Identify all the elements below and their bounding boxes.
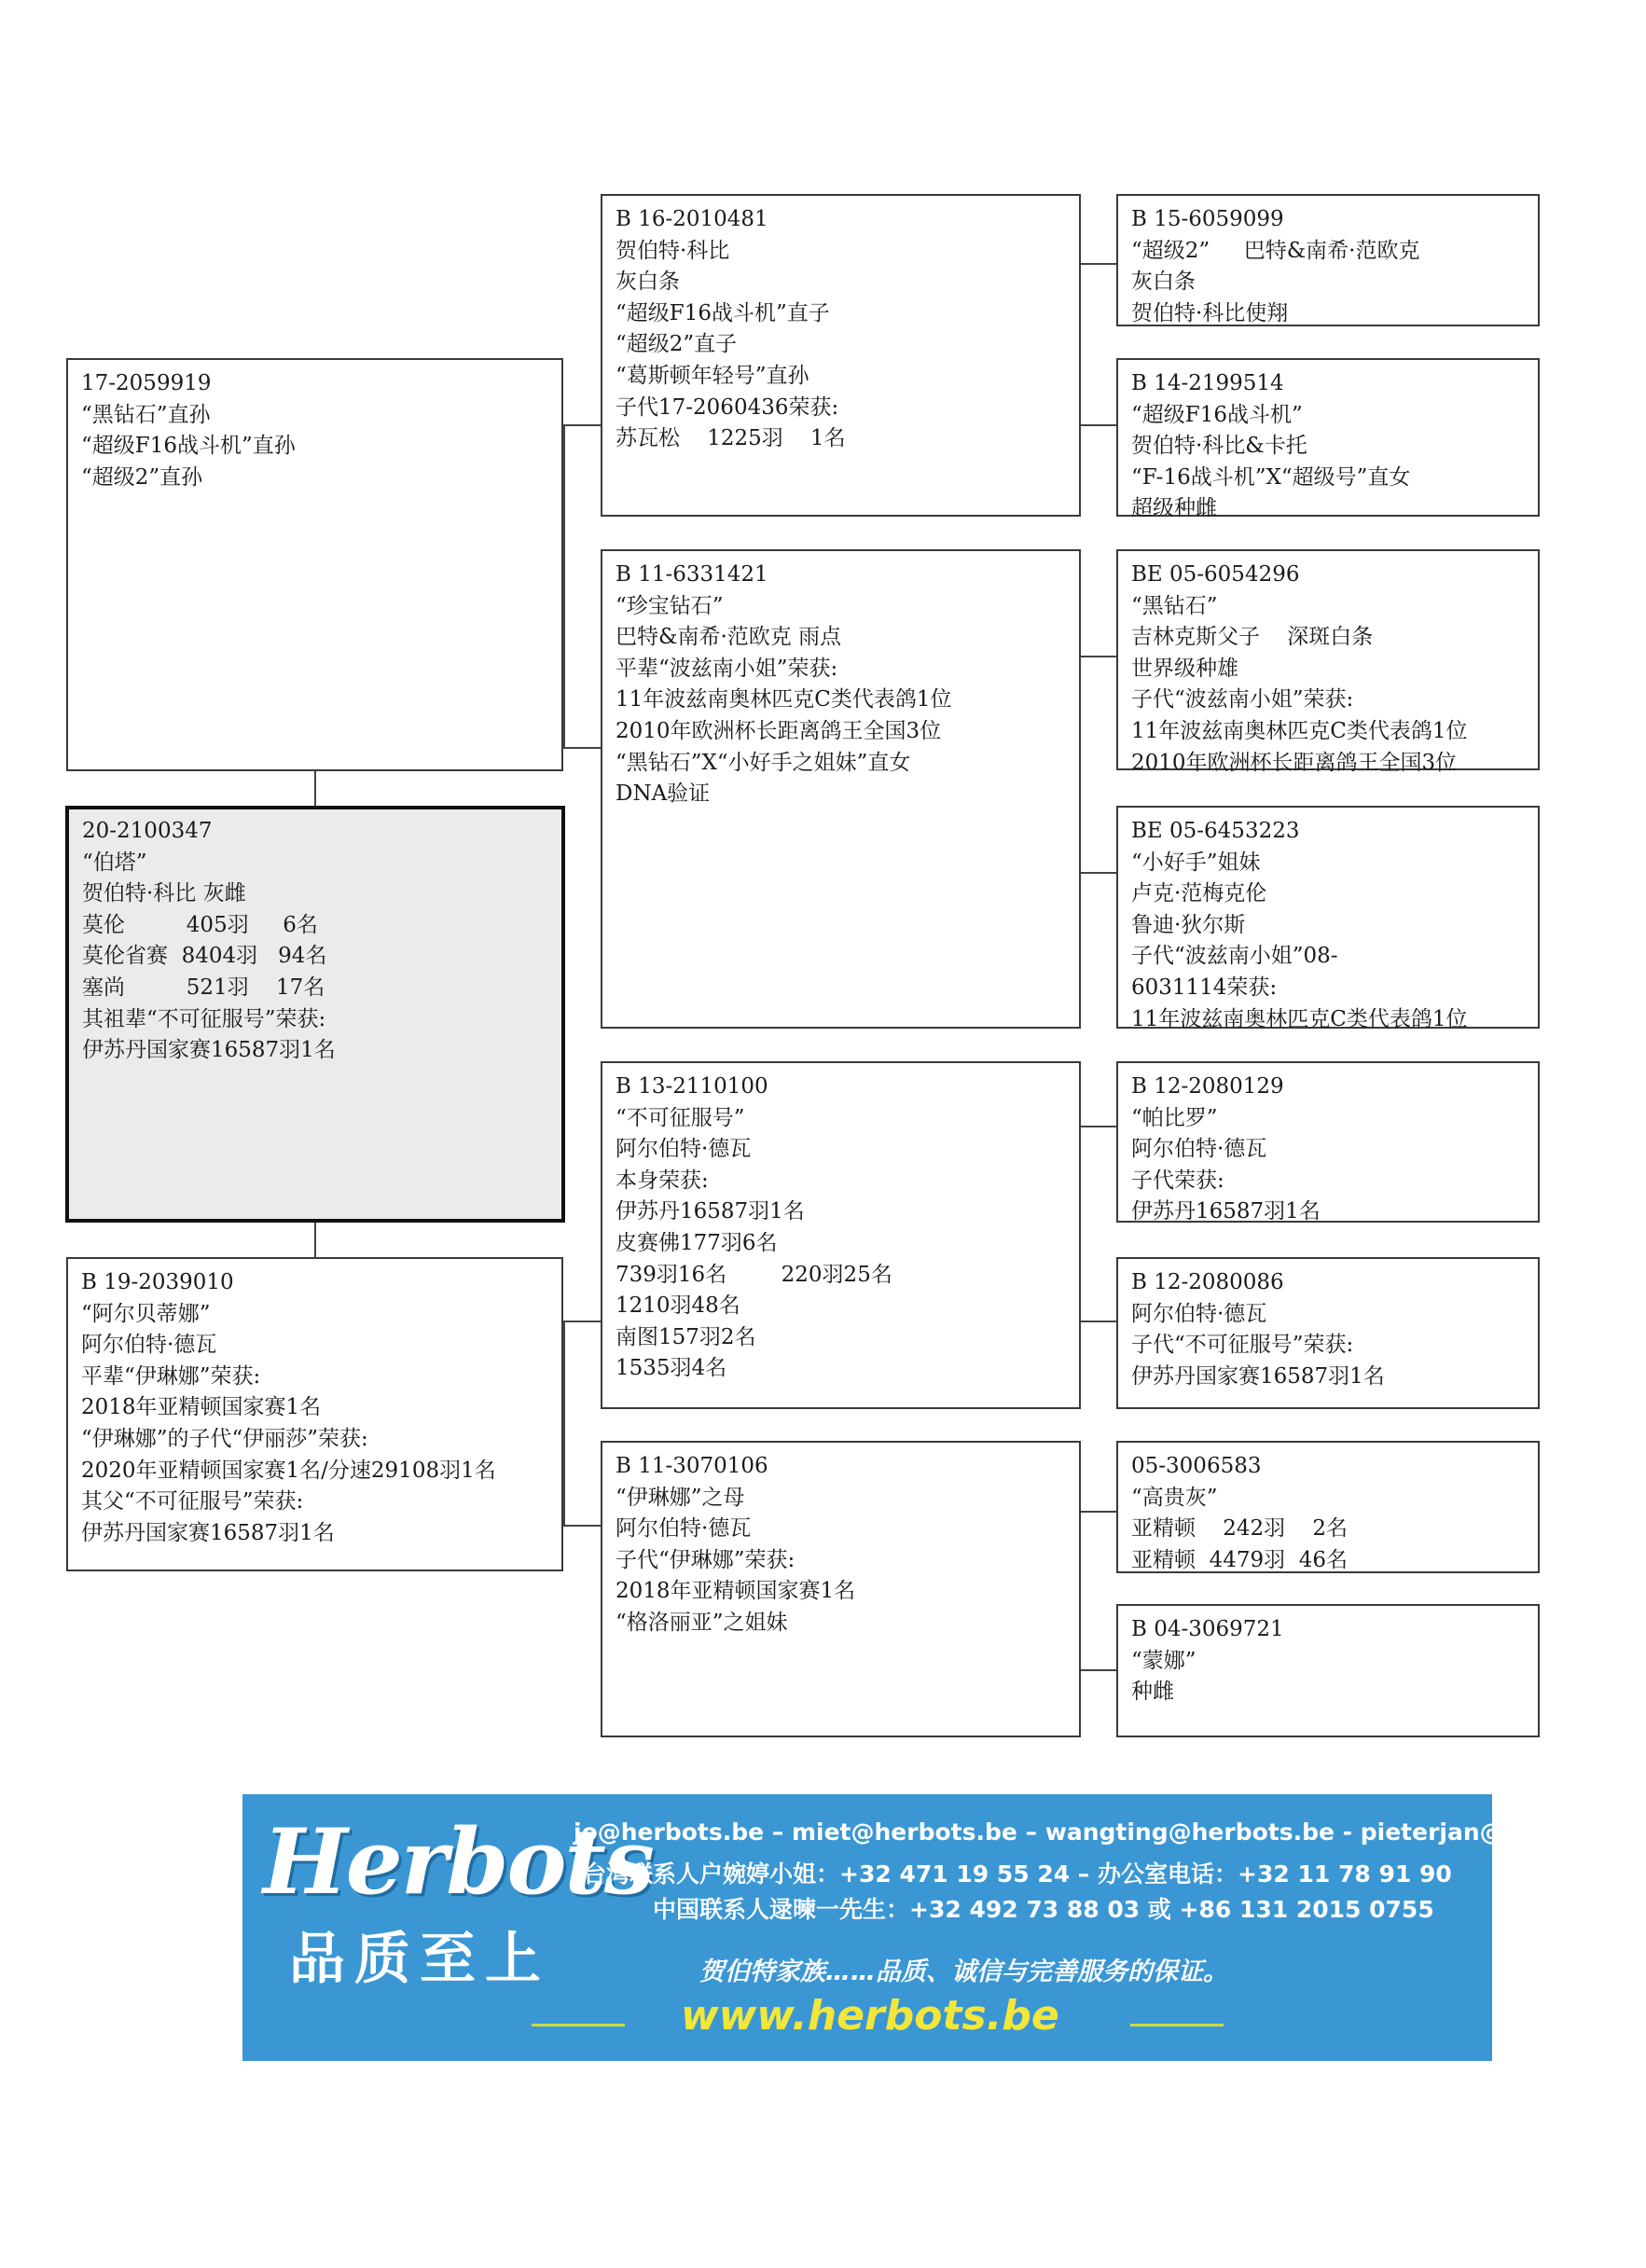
- ring-number: BE 05-6453223: [1131, 819, 1300, 843]
- pedigree-line: 伊苏丹国家赛16587羽1名: [1131, 1363, 1385, 1389]
- dam-dam-dam-card: [1116, 1604, 1540, 1737]
- dam-dam-sire-card: [1116, 1441, 1540, 1573]
- pedigree-line: “格洛丽亚”之姐妹: [616, 1610, 788, 1635]
- pedigree-line: 塞尚 521羽 17名: [82, 975, 325, 1000]
- pedigree-line: 苏瓦松 1225羽 1名: [616, 426, 846, 451]
- pedigree-line: 伊苏丹国家赛16587羽1名: [81, 1520, 335, 1545]
- pedigree-line: “黑钻石”直孙: [81, 402, 211, 427]
- pedigree-line: “阿尔贝蒂娜”: [81, 1301, 211, 1326]
- pedigree-line: 种雌: [1131, 1680, 1174, 1705]
- connector-line: [1081, 1126, 1116, 1127]
- pedigree-line: “超级2”直孙: [81, 464, 203, 490]
- pedigree-line: 吉林克斯父子 深斑白条: [1131, 625, 1374, 650]
- pedigree-line: 阿尔伯特·德瓦: [616, 1137, 752, 1162]
- slogan: 品质至上: [289, 1927, 550, 1992]
- pedigree-line: 2020年亚精顿国家赛1名/分速29108羽1名: [81, 1458, 496, 1483]
- website-link[interactable]: www.herbots.be: [681, 1992, 1059, 2040]
- pedigree-line: 1210羽48名: [616, 1293, 740, 1319]
- dam-sire-sire-card: [1116, 1061, 1540, 1223]
- ring-number: 05-3006583: [1131, 1454, 1262, 1478]
- pedigree-line: 亚精顿 242羽 2名: [1131, 1516, 1349, 1542]
- dam-sire-card: [601, 1061, 1081, 1409]
- pedigree-line: 南图157羽2名: [616, 1324, 756, 1349]
- sire-dam-dam-card: [1116, 806, 1540, 1029]
- pedigree-line: 11年波兹南奥林匹克C类代表鸽1位: [1131, 718, 1468, 743]
- pedigree-line: “蒙娜”: [1131, 1648, 1196, 1673]
- decorative-line: [532, 2024, 625, 2026]
- connector-line: [1081, 263, 1116, 265]
- ring-number: B 14-2199514: [1131, 371, 1284, 395]
- pedigree-line: “超级F16战斗机”: [1131, 402, 1303, 427]
- pedigree-line: “超级F16战斗机”直子: [616, 300, 830, 325]
- pedigree-line: 子代“不可征服号”荣获:: [1131, 1333, 1354, 1358]
- pedigree-line: 伊苏丹16587羽1名: [616, 1199, 805, 1224]
- pedigree-line: “帕比罗”: [1131, 1105, 1218, 1130]
- connector-line: [1081, 1321, 1116, 1322]
- ring-number: 20-2100347: [82, 819, 213, 843]
- herbots-banner: [242, 1794, 1646, 2061]
- connector-line: [1081, 656, 1116, 657]
- pedigree-line: “高贵灰”: [1131, 1485, 1218, 1510]
- pedigree-line: 子代“波兹南小姐”荣获:: [1131, 687, 1354, 712]
- ring-number: B 16-2010481: [616, 207, 768, 231]
- pedigree-line: “黑钻石”X“小好手之姐妹”直女: [616, 750, 911, 775]
- ring-number: 17-2059919: [81, 371, 212, 395]
- pedigree-line: 2010年欧洲杯长距离鸽王全国3位: [1131, 750, 1458, 775]
- pedigree-line: 其祖辈“不可征服号”荣获:: [82, 1006, 326, 1031]
- pedigree-line: 超级种雌: [1131, 496, 1217, 521]
- pedigree-line: 贺伯特·科比&卡托: [1131, 434, 1307, 459]
- connector-line: [1081, 872, 1116, 874]
- pedigree-line: 莫伦省赛 8404羽 94名: [82, 944, 327, 969]
- ring-number: B 11-3070106: [616, 1454, 768, 1478]
- connector-line: [563, 424, 601, 426]
- taiwan-contact: 台湾联系人户婉婷小姐：+32 471 19 55 24 – 办公室电话：+32 11 78 91 90: [583, 1860, 1452, 1888]
- pedigree-line: 伊苏丹16587羽1名: [1131, 1199, 1321, 1224]
- connector-line: [1081, 1669, 1116, 1671]
- pedigree-line: 鲁迪·狄尔斯: [1131, 912, 1246, 937]
- pedigree-line: 平辈“波兹南小姐”荣获:: [616, 656, 838, 681]
- ring-number: B 04-3069721: [1131, 1617, 1284, 1641]
- dam-card: [66, 1257, 563, 1571]
- connector-line: [314, 771, 316, 806]
- pedigree-line: “黑钻石”: [1131, 593, 1218, 618]
- pedigree-line: “葛斯顿年轻号”直孙: [616, 363, 809, 388]
- connector-line: [1081, 1511, 1116, 1513]
- pedigree-line: 本身荣获:: [616, 1168, 709, 1193]
- pedigree-line: 阿尔伯特·德瓦: [1131, 1301, 1267, 1326]
- ring-number: B 13-2110100: [616, 1074, 768, 1099]
- pedigree-line: “小好手”姐妹: [1131, 850, 1261, 875]
- pedigree-line: 2018年亚精顿国家赛1名: [616, 1579, 856, 1604]
- pedigree-line: 阿尔伯特·德瓦: [616, 1516, 752, 1542]
- pedigree-line: “伯塔”: [82, 850, 147, 875]
- pedigree-line: 2018年亚精顿国家赛1名: [81, 1395, 322, 1420]
- pedigree-line: “F-16战斗机”X“超级号”直女: [1131, 464, 1411, 490]
- pedigree-line: 2010年欧洲杯长距离鸽王全国3位: [616, 718, 942, 743]
- decorative-line: [1130, 2024, 1224, 2026]
- connector-line: [563, 1525, 601, 1527]
- dam-dam-card: [601, 1441, 1081, 1737]
- ring-number: B 12-2080086: [1131, 1270, 1284, 1294]
- pedigree-line: 巴特&南希·范欧克 雨点: [616, 625, 842, 650]
- pedigree-line: 平辈“伊琳娜”荣获:: [81, 1363, 261, 1389]
- pedigree-line: 739羽16名 220羽25名: [616, 1262, 892, 1287]
- ring-number: B 11-6331421: [616, 562, 768, 587]
- subject-card: [65, 806, 565, 1223]
- pedigree-line: 贺伯特·科比使翔: [1131, 300, 1289, 325]
- pedigree-line: 灰白条: [616, 270, 680, 295]
- sire-sire-card: [601, 194, 1081, 517]
- pedigree-line: “不可征服号”: [616, 1105, 745, 1130]
- pedigree-line: 皮赛佛177羽6名: [616, 1230, 778, 1255]
- connector-line: [314, 1223, 316, 1257]
- pedigree-line: 1535羽4名: [616, 1356, 727, 1381]
- sire-dam-sire-card: [1116, 549, 1540, 775]
- pedigree-line: 亚精顿 4479羽 46名: [1131, 1547, 1349, 1572]
- pedigree-line: 灰白条: [1131, 270, 1196, 295]
- ring-number: B 12-2080129: [1131, 1074, 1284, 1099]
- contact-emails[interactable]: jo@herbots.be – miet@herbots.be – wangting@herbots.be - pieterjan@herbots.be: [574, 1819, 1646, 1846]
- pedigree-line: “超级2” 巴特&南希·范欧克: [1131, 238, 1420, 263]
- connector-line: [563, 747, 601, 749]
- china-contact: 中国联系人逯暕一先生：+32 492 73 88 03 或 +86 131 2015 0755: [653, 1896, 1434, 1923]
- pedigree-line: 子代荣获:: [1131, 1168, 1224, 1193]
- motto: 贺伯特家族……品质、诚信与完善服务的保证。: [699, 1957, 1228, 1986]
- pedigree-line: 其父“不可征服号”荣获:: [81, 1489, 304, 1514]
- pedigree-line: 子代“波兹南小姐”08-: [1131, 944, 1338, 969]
- sire-sire-sire-card: [1116, 194, 1540, 326]
- dam-sire-dam-card: [1116, 1257, 1540, 1409]
- pedigree-line: 莫伦 405羽 6名: [82, 912, 318, 937]
- pedigree-line: 子代“伊琳娜”荣获:: [616, 1547, 795, 1572]
- pedigree-line: “珍宝钻石”: [616, 593, 724, 618]
- pedigree-line: DNA验证: [616, 781, 711, 807]
- pedigree-line: 阿尔伯特·德瓦: [81, 1333, 217, 1358]
- pedigree-line: 贺伯特·科比 灰雌: [82, 881, 246, 906]
- pedigree-line: “超级F16战斗机”直孙: [81, 434, 296, 459]
- pedigree-line: 11年波兹南奥林匹克C类代表鸽1位: [616, 687, 952, 712]
- sire-card: [66, 358, 563, 771]
- pedigree-line: 世界级种雄: [1131, 656, 1238, 681]
- pedigree-line: 11年波兹南奥林匹克C类代表鸽1位: [1131, 1006, 1468, 1031]
- ring-number: B 19-2039010: [81, 1270, 234, 1294]
- sire-sire-dam-card: [1116, 358, 1540, 521]
- sire-dam-card: [601, 549, 1081, 1029]
- pedigree-line: 阿尔伯特·德瓦: [1131, 1137, 1267, 1162]
- connector-line: [1081, 424, 1116, 426]
- ring-number: B 15-6059099: [1131, 207, 1284, 231]
- pedigree-line: “伊琳娜”的子代“伊丽莎”荣获:: [81, 1426, 368, 1451]
- pedigree-line: 伊苏丹国家赛16587羽1名: [82, 1038, 336, 1063]
- connector-line: [563, 1321, 601, 1322]
- pedigree-line: 贺伯特·科比: [616, 238, 730, 263]
- connector-line: [563, 1321, 565, 1526]
- connector-line: [563, 424, 565, 748]
- pedigree-line: 6031114荣获:: [1131, 975, 1278, 1000]
- ring-number: BE 05-6054296: [1131, 562, 1300, 587]
- pedigree-line: 子代17-2060436荣获:: [616, 394, 839, 420]
- pedigree-line: “超级2”直子: [616, 332, 738, 357]
- pedigree-line: “伊琳娜”之母: [616, 1485, 745, 1510]
- pedigree-line: 卢克·范梅克伦: [1131, 881, 1267, 906]
- herbots-logo: Herbots: [263, 1809, 653, 1915]
